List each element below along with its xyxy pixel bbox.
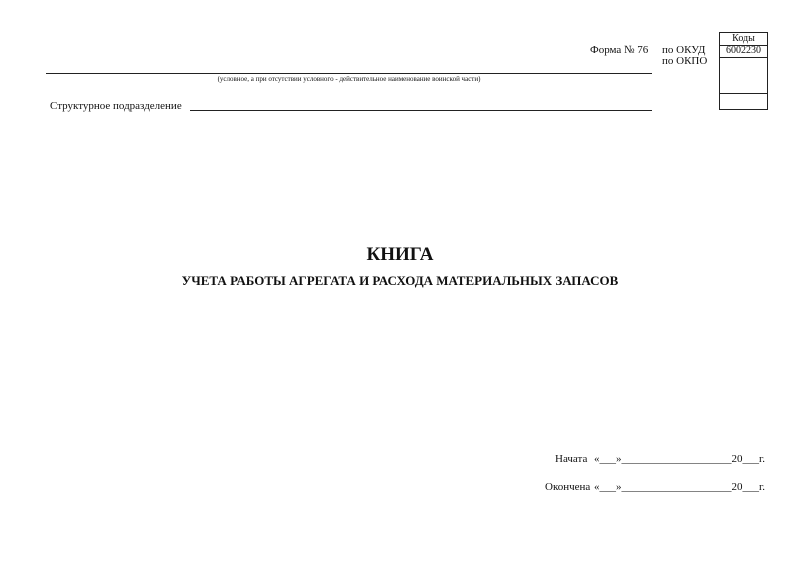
started-date: «___»____________________20___г.	[594, 453, 766, 465]
finished-date: «___»____________________20___г.	[594, 481, 766, 493]
subdivision-line	[190, 110, 652, 111]
unit-name-caption: (условное, а при отсутствии условного - действительное наименование воинской части)	[217, 75, 481, 83]
codes-table	[719, 32, 768, 110]
codes-header: Коды	[732, 33, 755, 44]
subdivision-label: Структурное подразделение	[50, 100, 182, 112]
started-label: Начата	[555, 453, 588, 465]
form-number: Форма № 76	[590, 44, 649, 56]
okud-label: по ОКУД	[662, 44, 706, 56]
book-title: КНИГА	[366, 244, 434, 265]
unit-name-line	[46, 73, 652, 74]
finished-label: Окончена	[545, 481, 591, 493]
okpo-label: по ОКПО	[662, 55, 708, 67]
book-subtitle: УЧЕТА РАБОТЫ АГРЕГАТА И РАСХОДА МАТЕРИАЛЬНЫХ ЗАПАСОВ	[181, 273, 619, 288]
okpo-code-cell	[720, 57, 767, 94]
okud-code: 6002230	[726, 45, 761, 56]
